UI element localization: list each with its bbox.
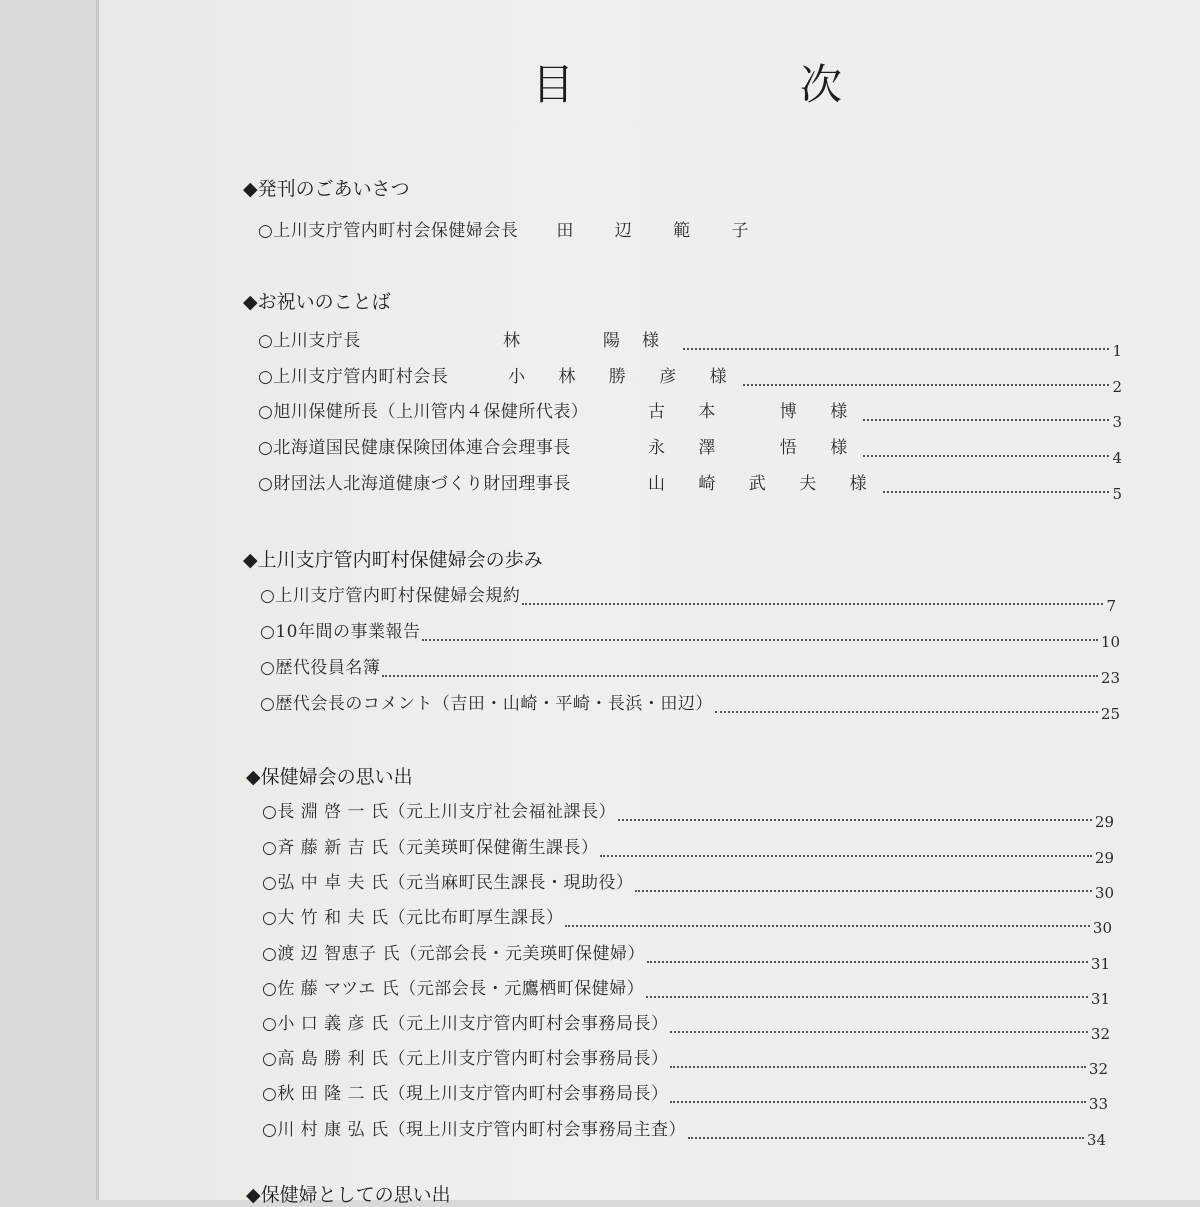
- toc-entry[interactable]: [258, 362, 1122, 396]
- leader-dots: [646, 995, 1088, 998]
- leader-dots: [422, 638, 1097, 641]
- toc-entry[interactable]: [262, 974, 1110, 1008]
- entry-label: ○弘 中 卓 夫 氏（元当麻町民生課長・現助役）: [262, 873, 634, 893]
- page-number: 1: [1112, 342, 1122, 360]
- title-char-2: 次: [799, 60, 842, 109]
- leader-dots: [683, 347, 1109, 350]
- page-edge: [96, 0, 99, 1200]
- entry-label: ○川 村 康 弘 氏（現上川支庁管内町村会事務局主査）: [262, 1120, 686, 1140]
- leader-dots: [883, 490, 1110, 493]
- toc-entry[interactable]: [262, 903, 1112, 937]
- entry-label: ○歴代会長のコメント（吉田・山崎・平崎・長浜・田辺）: [260, 694, 713, 714]
- leader-dots: [565, 924, 1089, 927]
- leader-dots: [600, 854, 1091, 857]
- entry-label: ○高 島 勝 利 氏（元上川支庁管内町村会事務局長）: [262, 1049, 669, 1069]
- leader-dots: [647, 960, 1088, 963]
- toc-entry[interactable]: [262, 1115, 1106, 1149]
- page-number: 3: [1112, 413, 1122, 431]
- leader-dots: [863, 418, 1109, 421]
- entry-label: ○旭川保健所長（上川管内４保健所代表）: [258, 402, 589, 422]
- page-number: 30: [1092, 919, 1112, 937]
- page-number: 5: [1112, 485, 1122, 503]
- entry-label: ○上川支庁管内町村保健婦会規約: [260, 586, 521, 606]
- entry-label: ○小 口 義 彦 氏（元上川支庁管内町村会事務局長）: [262, 1014, 669, 1034]
- entry-label: ○歴代役員名簿: [260, 658, 381, 678]
- page-number: 23: [1100, 669, 1120, 687]
- toc-entry[interactable]: [260, 653, 1120, 687]
- entry-label: ○財団法人北海道健康づくり財団理事長: [258, 474, 571, 494]
- leader-dots: [382, 674, 1098, 677]
- section-heading-congratulations: ◆お祝いのことば: [243, 291, 391, 313]
- entry-name: 田 辺 範 子: [556, 221, 767, 241]
- section-heading-nurse-memories: ◆保健婦としての思い出: [246, 1184, 451, 1206]
- page-number: 32: [1090, 1025, 1110, 1043]
- toc-entry[interactable]: [262, 1079, 1108, 1113]
- entry-label: ○上川支庁管内町村会長: [258, 367, 449, 387]
- leader-dots: [670, 1065, 1085, 1068]
- entry-label: ○上川支庁管内町村会保健婦会長: [258, 221, 519, 241]
- entry-label: ○長 淵 啓 一 氏（元上川支庁社会福祉課長）: [262, 802, 616, 822]
- toc-entry[interactable]: [260, 689, 1120, 723]
- entry-label: ○北海道国民健康保険団体連合会理事長: [258, 438, 571, 458]
- entry-label: ○渡 辺 智恵子 氏（元部会長・元美瑛町保健婦）: [262, 944, 646, 964]
- toc-entry[interactable]: [262, 797, 1114, 831]
- leader-dots: [670, 1030, 1087, 1033]
- entry-label: ○斉 藤 新 吉 氏（元美瑛町保健衛生課長）: [262, 838, 599, 858]
- page-number: 4: [1112, 449, 1122, 467]
- entry-label: ○秋 田 隆 二 氏（現上川支庁管内町村会事務局長）: [262, 1084, 669, 1104]
- page-title: [532, 52, 842, 112]
- leader-dots: [618, 818, 1092, 821]
- entry-label: ○10年間の事業報告: [260, 622, 421, 642]
- page-number: 31: [1090, 990, 1110, 1008]
- page-number: 29: [1094, 813, 1114, 831]
- toc-entry[interactable]: [258, 326, 1122, 360]
- page-number: 29: [1094, 849, 1114, 867]
- leader-dots: [635, 889, 1091, 892]
- leader-dots: [715, 710, 1098, 713]
- page-number: 30: [1094, 884, 1114, 902]
- entry-name: 小 林 勝 彦 様: [508, 367, 741, 387]
- page-number: 10: [1100, 633, 1120, 651]
- entry-name: 陽様: [603, 331, 681, 351]
- page-number: 2: [1112, 378, 1122, 396]
- toc-entry[interactable]: [262, 1044, 1108, 1078]
- toc-entry[interactable]: [258, 216, 767, 241]
- section-heading-memories: ◆保健婦会の思い出: [246, 766, 413, 788]
- toc-entry[interactable]: [262, 868, 1114, 902]
- title-char-1: 目: [532, 60, 575, 109]
- toc-entry[interactable]: [262, 1009, 1110, 1043]
- entry-name: 山 崎 武 夫 様: [648, 474, 881, 494]
- toc-entry[interactable]: [260, 581, 1116, 615]
- leader-dots: [670, 1100, 1085, 1103]
- page-number: 25: [1100, 705, 1120, 723]
- entry-name: 永 澤 悟 様: [648, 438, 862, 458]
- section-heading-greeting: ◆発刊のごあいさつ: [243, 178, 410, 200]
- page-number: 31: [1090, 955, 1110, 973]
- toc-entry[interactable]: [258, 433, 1122, 467]
- toc-entry[interactable]: [260, 617, 1120, 651]
- entry-name: 林: [503, 331, 530, 351]
- entry-label: ○佐 藤 マツエ 氏（元部会長・元鷹栖町保健婦）: [262, 979, 645, 999]
- leader-dots: [743, 383, 1110, 386]
- toc-entry[interactable]: [262, 833, 1114, 867]
- toc-entry[interactable]: [258, 397, 1122, 431]
- entry-label: ○大 竹 和 夫 氏（元比布町厚生課長）: [262, 908, 564, 928]
- leader-dots: [522, 602, 1103, 605]
- section-heading-history: ◆上川支庁管内町村保健婦会の歩み: [243, 549, 543, 571]
- toc-entry[interactable]: [258, 469, 1122, 503]
- leader-dots: [863, 454, 1109, 457]
- page-number: 33: [1088, 1095, 1108, 1113]
- toc-entry[interactable]: [262, 939, 1110, 973]
- page-number: 34: [1086, 1131, 1106, 1149]
- page-number: 7: [1106, 597, 1116, 615]
- entry-name: 古 本 博 様: [648, 402, 862, 422]
- page-number: 32: [1088, 1060, 1108, 1078]
- entry-label: ○上川支庁長: [258, 331, 361, 351]
- leader-dots: [688, 1136, 1084, 1139]
